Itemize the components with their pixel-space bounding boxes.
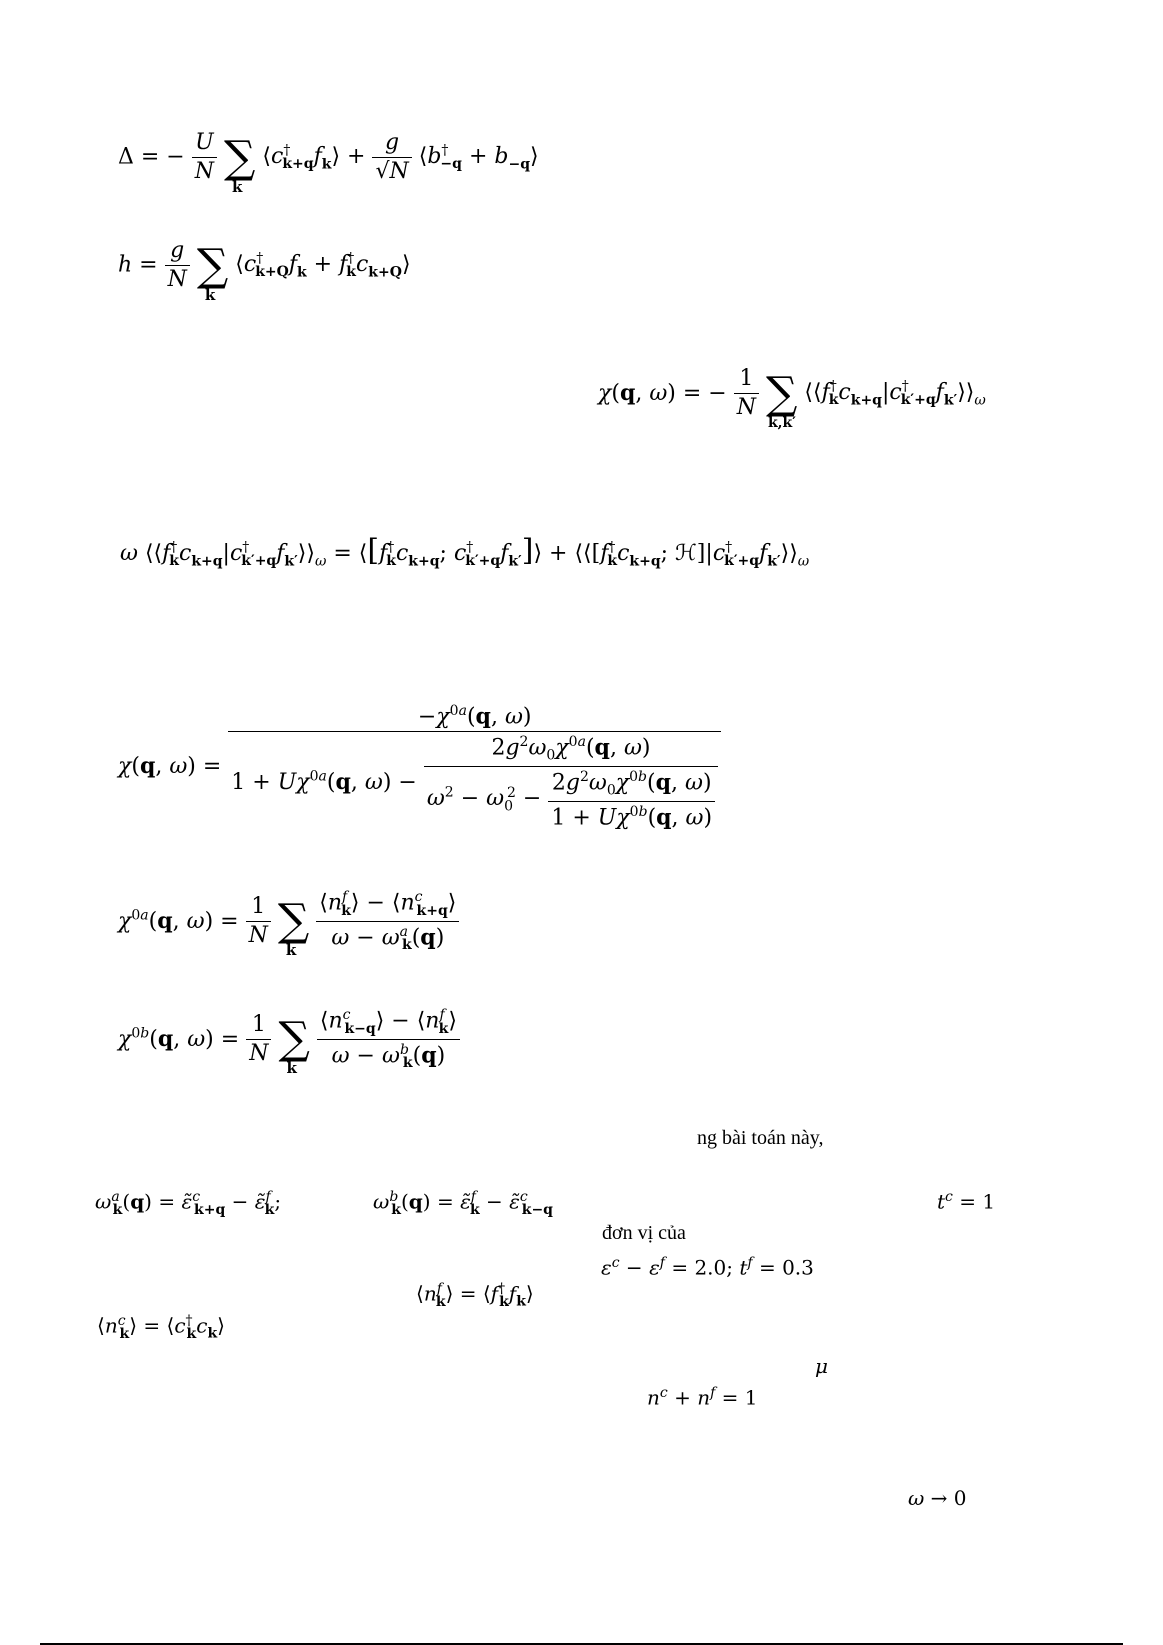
equation-omega-b: $\omega^b_k(q)$ = ε̃$^f_k$ − ε̃$^c_{k-q}$ (373, 1189, 553, 1218)
text-fragment-2: đơn vị của (602, 1222, 686, 1244)
equation-omega-a: $\omega^a_k(q)$ = ε̃$^c_{k+q}$ − ε̃$^f_k$; (95, 1189, 282, 1218)
parameters: $\varepsilon^c - \varepsilon^f = 2.0$; $t^f = 0.3$ (601, 1255, 814, 1280)
occupation-nc: $⟨n^c_k⟩$ = $⟨c^\dagger_kc_k⟩$ (97, 1313, 225, 1342)
equation-of-motion: ω $⟨⟨f^\dagger_kc_{k+q}|c^\dagger_{k'+q}f_{k'}⟩⟩_\omega$ = $⟨[f^\dagger_kc_{k+q}$; $c^\dagger_{k'+q}f_{k'}]⟩$ + $⟨⟨[f^\dagger_kc_{k+q}$; $ℋ]|c^\dagger_{k'+q}f_{k'}⟩⟩_\omega$ (120, 533, 810, 570)
text-fragment-1: ng bài toán này, (697, 1127, 824, 1149)
hopping-tc: $t^c = 1$ (937, 1189, 996, 1214)
equation-chi0a: $\chi^{0a}(q$, ω) = $\frac{1}{N}$ ∑ k $\frac{⟨n^f_k⟩ - ⟨n^c_{k+q}⟩}{\omega - \omega^a_k(q)}$ (118, 890, 459, 952)
equation-chi-result: χ(q, ω) = $-\chi^{0a}(q$, ω) $1 + U\chi^{0a}(q$, ω) − $2g^2\omega_0\chi^{0a}(q$, ω) $\omega^2 - \omega_0^2$ − $\frac{2g^2\omega_0\chi^{0b}(q, \omega)}{1 + U\chi^{0b}(q, \omega)}$ (118, 704, 721, 829)
equation-delta: Δ = − $\frac{U}{N}$ ∑ k $⟨c^\dagger_{k+q}f_k⟩$ + $\frac{g}{√N}$ $⟨b^\dagger_{-q}$ + $b_{-q}⟩$ (118, 130, 539, 196)
chemical-potential-mu: μ (815, 1354, 828, 1378)
filling-condition: $n^c + n^f = 1$ (647, 1385, 758, 1410)
equation-chi-definition: χ(q, ω) = − $\frac{1}{N}$ ∑ k,k′ $⟨⟨f^\dagger_kc_{k+q}|c^\dagger_{k'+q}f_{k'}⟩⟩_\omega$ (598, 366, 986, 431)
limit-omega: ω → 0 (908, 1486, 967, 1510)
equation-chi0b: $\chi^{0b}(q$, ω) = $\frac{1}{N}$ ∑ k $\frac{⟨n^c_{k-q}⟩ - ⟨n^f_k⟩}{\omega - \omega^b_k(q)}$ (118, 1008, 460, 1070)
equation-h: h = $\frac{g}{N}$ ∑ k $⟨c^\dagger_{k+Q}f_k$ + $f^\dagger_kc_{k+Q}⟩$ (118, 238, 411, 304)
occupation-nf: $⟨n^f_k⟩$ = $⟨f^\dagger_kf_k⟩$ (416, 1281, 534, 1310)
